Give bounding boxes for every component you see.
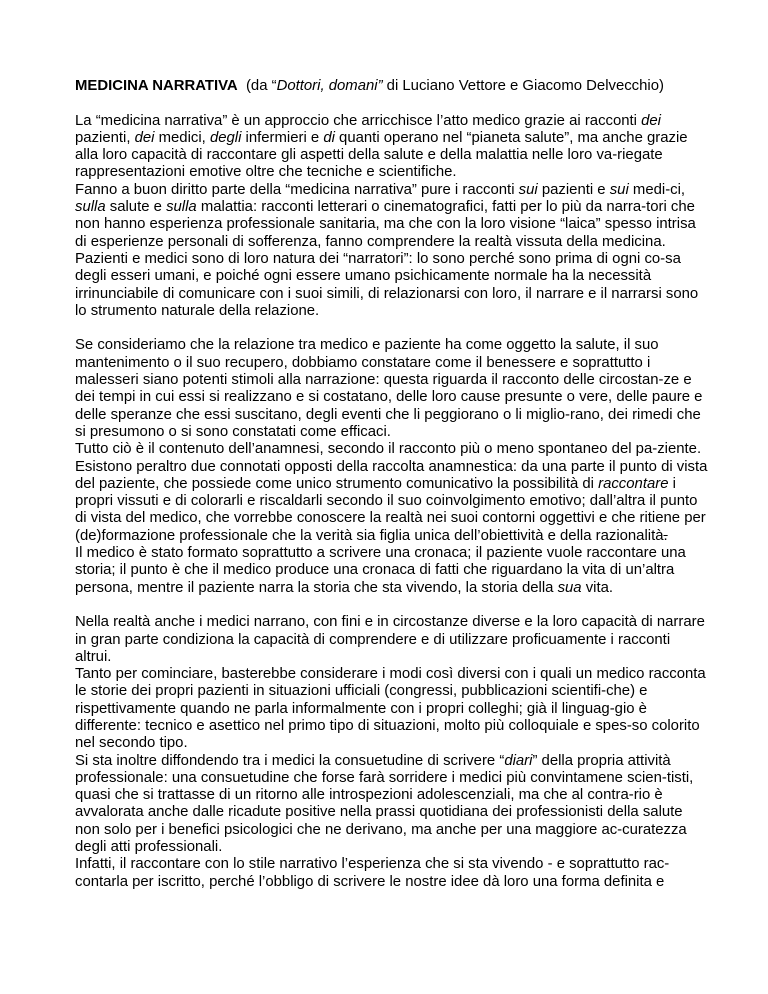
paragraph-cronaca <box>75 545 710 597</box>
italic-run: dei <box>134 129 155 146</box>
italic-run: sui <box>518 181 538 198</box>
paragraph-diari <box>75 753 710 857</box>
italic-run: dei <box>641 112 661 129</box>
text-run: malattia: racconti letterari o cinematografici, fatti per lo più da narra-tori che non hanno esperienza professionale sanitaria, ma che con la loro visione “laica” spesso intrisa di esperienze personali di sofferenza, fanno comprendere la realtà vissuta della medicina. <box>75 199 696 250</box>
paragraph-cominciare: Tanto per cominciare, basterebbe considerare i modi così diversi con i quali un medico racconta le storie dei propri pazienti in situazioni ufficiali (congressi, pubblicazioni scientifi-che) e rispettivamente quando ne parla informalmente con i propri colleghi; già il linguag-gio è differente: tecnico e asettico nel primo tipo di situazioni, molto più colloquiale e spes-so colorito nel secondo tipo. <box>75 666 706 752</box>
document-page <box>75 78 710 908</box>
italic-run: raccontare <box>598 475 669 492</box>
italic-run: di <box>323 129 335 146</box>
source-authors: di Luciano Vettore e Giacomo Delvecchio) <box>382 78 664 94</box>
source-book-title: Dottori, domani” <box>276 78 383 94</box>
italic-run: sua <box>557 579 582 596</box>
document-title: MEDICINA NARRATIVA <box>75 78 238 94</box>
text-run: Si sta inoltre diffondendo tra i medici la consuetudine di scrivere “ <box>75 752 505 769</box>
text-run: Il medico è stato formato soprattutto a scrivere una cronaca; il paziente vuole raccontare una storia; il punto è che il medico produce una cronaca di fatti che riguardano la vita di un’altra persona, mentre il paziente narra la storia che sta vivendo, la storia della <box>75 545 686 596</box>
italic-run: diari <box>504 752 533 769</box>
italic-run: sulla <box>75 199 106 216</box>
text-run: Fanno a buon diritto parte della “medicina narrativa” pure i racconti <box>75 181 519 198</box>
italic-run: sui <box>609 181 629 198</box>
text-run: pazienti, <box>75 129 135 146</box>
document-heading <box>75 78 710 95</box>
text-run: vita. <box>581 579 614 596</box>
paragraph-narratori: Pazienti e medici sono di loro natura dei “narratori”: lo sono perché sono prima di ogni co-sa degli esseri umani, e poiché ogni essere umano psichicamente normale ha la necessità irrinunciabile di comunicare con i suoi simili, di relazionarsi con loro, il narrare e il narrarsi sono lo strumento naturale della relazione. <box>75 250 699 319</box>
paragraph-intro <box>75 113 710 182</box>
section-2 <box>75 337 710 596</box>
paragraph-infatti: Infatti, il raccontare con lo stile narrativo l’esperienza che si sta vivendo - e soprattutto rac-contarla per iscritto, perché l’obbligo di scrivere le nostre idee dà loro una forma definita e <box>75 856 670 890</box>
paragraph-medici-narrano: Nella realtà anche i medici narrano, con fini e in circostanze diverse e la loro capacità di narrare in gran parte condiziona la capacità di comprendere e di utilizzare proficuamente i racconti altrui. <box>75 614 705 665</box>
text-run: medici, <box>154 129 210 146</box>
text-run: medi-ci, <box>628 181 686 198</box>
text-run: La “medicina narrativa” è un approccio che arricchisce l’atto medico grazie ai racconti <box>75 112 642 129</box>
section-1 <box>75 113 710 321</box>
paragraph-connotati <box>75 459 710 545</box>
paragraph-relazione: Se consideriamo che la relazione tra medico e paziente ha come oggetto la salute, il suo mantenimento o il suo recupero, dobbiamo constatare come il benessere e soprattutto i malesseri siano potenti stimoli alla narrazione: questa riguarda il racconto delle circostan-ze e dei tempi in cui essi si realizzano e si costatano, delle loro cause presunte o vere, delle paure e delle speranze che essi suscitano, degli eventi che li peggiorano o li miglio-rano, dei rimedi che si presumono o si sono constatati come efficaci. <box>75 337 703 440</box>
text-run: pazienti e <box>537 181 610 198</box>
paragraph-racconti <box>75 182 710 251</box>
italic-run: degli <box>209 129 242 146</box>
text-run: infermieri e <box>241 129 324 146</box>
strikethrough-run: . <box>663 527 668 544</box>
text-run: Esistono peraltro due connotati opposti della raccolta anamnestica: da una parte il punto di vista del paziente, che possiede come unico strumento comunicativo la possibilità di <box>75 458 708 492</box>
text-run: quanti operano nel “pianeta salute”, ma anche grazie alla loro capacità di raccontare gli aspetti della salute e della malattia nelle loro va-riegate rappresentazioni emotive oltre che tecniche e scientifiche. <box>75 129 688 181</box>
section-3 <box>75 614 710 891</box>
text-run: ” della propria attività professionale: una consuetudine che forse farà sorridere i medici più convintamene scien-tisti, quasi che si trattasse di un ritorno alle introspezioni adolescenziali, ma che al contra-rio è avvalorata anche dalle ricadute positive nella prassi quotidiana dei professionisti della salute non solo per i benefici psicologici che ne derivano, ma anche per una maggiore ac-curatezza degli atti professionali. <box>75 752 694 856</box>
text-run: salute e <box>105 199 167 216</box>
source-open: (da “ <box>245 78 277 94</box>
italic-run: sulla <box>166 199 197 216</box>
paragraph-anamnesi: Tutto ciò è il contenuto dell’anamnesi, secondo il racconto più o meno spontaneo del pa-ziente. <box>75 441 702 458</box>
text-run: i propri vissuti e di colorarli e riscaldarli secondo il suo coinvolgimento emotivo; dall’altra il punto di vista del medico, che vorrebbe conoscere la realtà nei suoi contorni oggettivi e che ritiene per (de)formazione professionale che la verità sia figlia unica dell’obiettività e della razionalità <box>75 475 706 544</box>
